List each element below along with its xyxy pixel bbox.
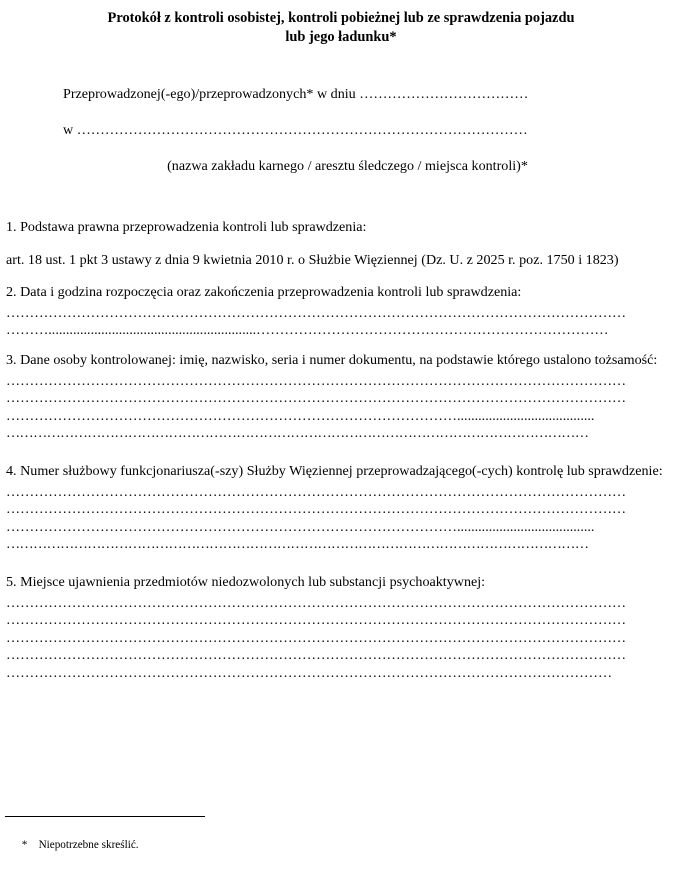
footnote-marker: * — [21, 839, 28, 851]
section-4 — [6, 463, 676, 554]
section-3-heading: 3. Dane osoby kontrolowanej: imię, nazwisko, seria i numer dokumentu, na podstawie którego ustalono tożsamość: — [6, 351, 658, 368]
fill-line[interactable]: ……………………………………………………………………………………....................................... — [6, 518, 595, 535]
fill-line[interactable]: ………………………………………………………………………………………………………………… — [6, 536, 589, 553]
page-title-line-2: lub jego ładunku* — [285, 29, 397, 45]
fill-line[interactable]: …………………………………………………………………………………………………………………… — [6, 501, 627, 518]
page-title — [0, 0, 680, 47]
fill-line[interactable]: …………………………………………………………………………………………………………………… — [6, 483, 627, 500]
section-1-legal-basis: art. 18 ust. 1 pkt 3 ustawy z dnia 9 kwietnia 2010 r. o Służbie Więziennej (Dz. U. z 2025 r. poz. 1750 i 1823) — [6, 251, 619, 268]
fill-line[interactable]: …………………………………………………………………………………………………………………… — [6, 304, 627, 321]
place-caption: (nazwa zakładu karnego / aresztu śledczego / miejsca kontroli)* — [167, 158, 528, 174]
fill-line[interactable]: …………………………………………………………………………………………………………………… — [6, 612, 627, 629]
fill-line[interactable]: ………………………………………………………………………………………………………………… — [6, 425, 589, 442]
spacer — [6, 269, 676, 284]
footnote — [5, 816, 405, 866]
conducted-at-place-field[interactable]: w …………………………………………………………………………………… — [63, 122, 528, 138]
section-5-heading: 5. Miejsce ujawnienia przedmiotów niedozwolonych lub substancji psychoaktywnej: — [6, 573, 486, 590]
section-2 — [6, 284, 676, 340]
conducted-on-date-field[interactable]: Przeprowadzonej(-ego)/przeprowadzonych* w dniu ……………………………… — [63, 86, 529, 102]
sections-container — [0, 219, 680, 682]
fill-line[interactable]: ………...........................................................………………………………………………………………… — [6, 322, 609, 339]
section-1-heading: 1. Podstawa prawna przeprowadzenia kontroli lub sprawdzenia: — [6, 219, 367, 235]
spacer — [6, 240, 676, 252]
section-4-heading: 4. Numer służbowy funkcjonariusza(-szy) Służby Więziennej przeprowadzającego(-cych) kontrolę lub sprawdzenie: — [6, 462, 663, 479]
footnote-content — [5, 824, 405, 866]
fill-line[interactable]: …………………………………………………………………………………………………………………… — [6, 390, 627, 407]
fill-line[interactable]: …………………………………………………………………………………………………………………… — [6, 647, 627, 664]
preamble-block — [0, 86, 680, 175]
fill-line[interactable]: ………………………………………………………………………………………………………………… — [6, 664, 613, 681]
spacer — [6, 443, 676, 463]
section-1 — [6, 219, 676, 269]
footnote-label: Niepotrzebne skreślić. — [38, 839, 139, 851]
section-2-heading: 2. Data i godzina rozpoczęcia oraz zakończenia przeprowadzenia kontroli lub sprawdzenia: — [6, 284, 522, 301]
page-title-line-1: Protokół z kontroli osobistej, kontroli pobieżnej lub ze sprawdzenia pojazdu — [107, 10, 575, 26]
footnote-divider — [5, 816, 205, 817]
fill-line[interactable]: …………………………………………………………………………………………………………………… — [6, 594, 627, 611]
fill-line[interactable]: ……………………………………………………………………………………....................................... — [6, 407, 595, 424]
spacer — [6, 554, 676, 574]
footnote-spacer — [27, 839, 38, 851]
spacer — [6, 340, 676, 352]
section-3 — [6, 352, 676, 443]
section-5 — [6, 574, 676, 683]
fill-line[interactable]: …………………………………………………………………………………………………………………… — [6, 629, 627, 646]
fill-line[interactable]: …………………………………………………………………………………………………………………… — [6, 372, 627, 389]
